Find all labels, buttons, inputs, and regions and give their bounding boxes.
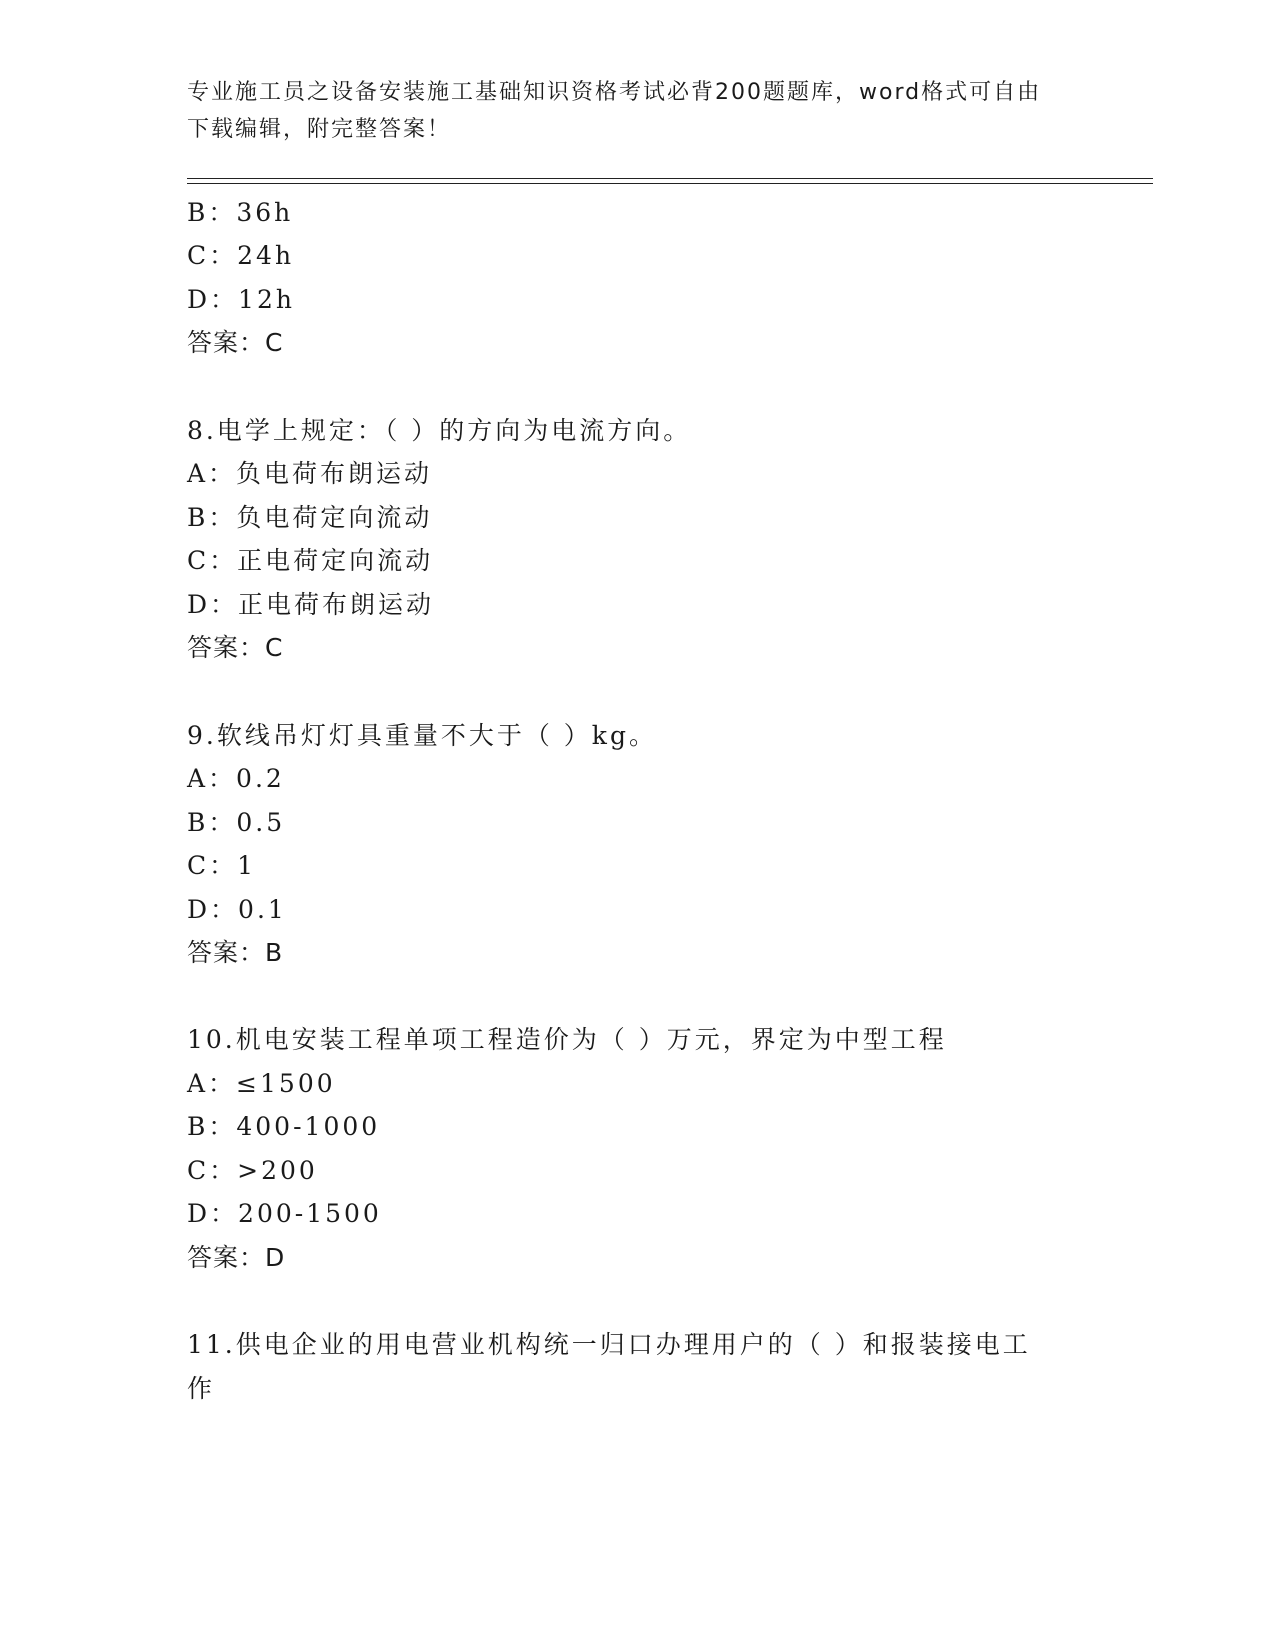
header-divider-bottom [187,183,1153,184]
q10-answer: 答案：D [187,1243,286,1272]
header-title-line-1: 专业施工员之设备安装施工基础知识资格考试必背200题题库，word格式可自由 [187,80,1042,105]
q9-question: 9.软线吊灯灯具重量不大于（ ）kg。 [187,721,657,750]
q7-answer: 答案：C [187,328,284,357]
header-title-line-2: 下载编辑，附完整答案！ [187,117,452,142]
q9-option-b: B：0.5 [187,808,286,837]
q8-question: 8.电学上规定：（ ）的方向为电流方向。 [187,416,692,445]
q10-option-c: C：>200 [187,1156,318,1185]
q11-question-line-2: 作 [187,1374,216,1403]
q10-option-d: D：200-1500 [187,1199,382,1228]
q9-option-a: A：0.2 [187,764,285,793]
q9-option-d: D：0.1 [187,895,287,924]
q10-question: 10.机电安装工程单项工程造价为（ ）万元，界定为中型工程 [187,1025,947,1054]
q7-option-b: B：36h [187,198,294,227]
q8-answer: 答案：C [187,633,284,662]
q7-option-c: C：24h [187,241,295,270]
q10-option-a: A：≤1500 [187,1069,336,1098]
q8-option-d: D：正电荷布朗运动 [187,590,435,619]
q8-option-b: B：负电荷定向流动 [187,503,433,532]
q9-answer: 答案：B [187,938,284,967]
q10-option-b: B：400-1000 [187,1112,381,1141]
document-header [187,74,1087,148]
q11-question-line-1: 11.供电企业的用电营业机构统一归口办理用户的（ ）和报装接电工 [187,1330,1031,1359]
q8-option-a: A：负电荷布朗运动 [187,459,433,488]
header-divider-top [187,178,1153,179]
q9-option-c: C：1 [187,851,257,880]
q8-option-c: C：正电荷定向流动 [187,546,434,575]
q7-option-d: D：12h [187,285,295,314]
